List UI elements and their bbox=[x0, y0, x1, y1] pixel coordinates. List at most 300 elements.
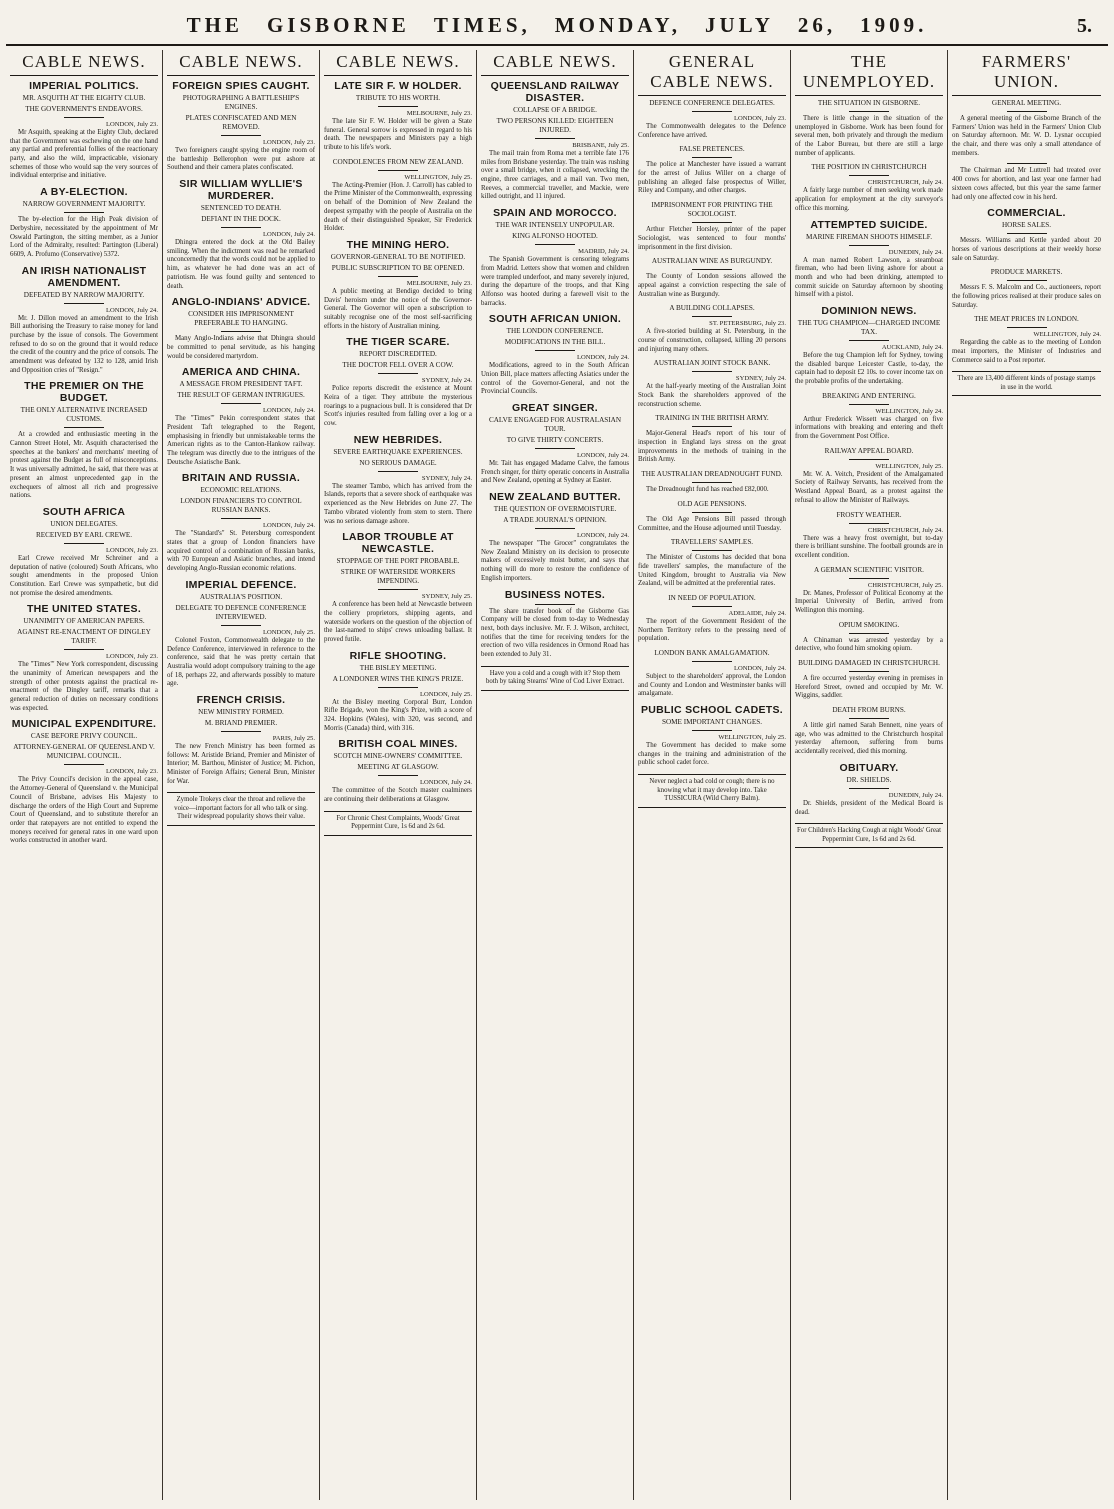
story-subheading: THE TUG CHAMPION—CHARGED INCOME TAX. bbox=[797, 318, 941, 336]
story-headline: SPAIN AND MOROCCO. bbox=[493, 207, 617, 220]
story-headline: LATE SIR F. W HOLDER. bbox=[334, 80, 462, 92]
story-headline: THE TIGER SCARE. bbox=[346, 336, 450, 349]
story-subheading: THE SITUATION IN GISBORNE. bbox=[817, 99, 921, 107]
masthead-word: THE bbox=[186, 13, 243, 37]
divider-rule bbox=[378, 589, 418, 590]
divider-rule bbox=[221, 731, 261, 732]
story-dateline: WELLINGTON, July 25. bbox=[718, 734, 786, 742]
divider-rule bbox=[221, 518, 261, 519]
masthead-word: 26, bbox=[797, 13, 837, 37]
story-subheading: NARROW GOVERNMENT MAJORITY. bbox=[22, 200, 146, 209]
story-body: Arthur Frederick Wissett was charged on five informations with breaking and entering and theft from the Government Post Office. bbox=[795, 415, 943, 441]
news-story bbox=[952, 315, 1101, 365]
story-body: The "Times'" New York correspondent, discussing the unanimity of American newspapers and the strength of other protests against the practical re-enactment of the Dingley tariff, remarks that a general reduction of duties on necessary conditions was expected. bbox=[10, 661, 158, 712]
newspaper-column bbox=[634, 50, 791, 1500]
story-body: The steamer Tambo, which has arrived from the Islands, reports that a severe shock of earthquake was experienced as the New Hebrides on June 27. The Tambo vibrated violently from stem to stern. There was no serious damage ashore. bbox=[324, 482, 472, 525]
story-headline: QUEENSLAND RAILWAY DISASTER. bbox=[490, 80, 620, 104]
newspaper-column bbox=[320, 50, 477, 1500]
news-story bbox=[638, 500, 786, 533]
divider-rule bbox=[64, 764, 104, 765]
story-subheading: STRIKE OF WATERSIDE WORKERS IMPENDING. bbox=[340, 568, 456, 586]
story-subheading: REPORT DISCREDITED. bbox=[359, 350, 437, 359]
story-subheading: OLD AGE PENSIONS. bbox=[677, 499, 747, 508]
newspaper-column bbox=[163, 50, 320, 1500]
story-dateline: LONDON, July 23. bbox=[105, 546, 158, 554]
story-subheading: FROSTY WEATHER. bbox=[836, 510, 902, 519]
advertisement: There are 13,400 different kinds of postage stamps in use in the world. bbox=[952, 371, 1101, 396]
news-story bbox=[324, 80, 472, 153]
story-subheading: UNION DELEGATES. bbox=[50, 519, 118, 528]
divider-rule bbox=[692, 730, 732, 731]
story-headline: AMERICA AND CHINA. bbox=[181, 366, 301, 379]
masthead bbox=[6, 0, 1108, 46]
story-body: Subject to the shareholders' approval, the London and County and London and Westminster banks will amalgamate. bbox=[638, 673, 786, 698]
story-body: The Commonwealth delegates to the Defence Conference have arrived. bbox=[638, 123, 786, 139]
news-story bbox=[324, 336, 472, 428]
story-subheading: CONDOLENCES FROM NEW ZEALAND. bbox=[332, 157, 464, 166]
news-story bbox=[324, 531, 472, 644]
story-dateline: LONDON, July 23. bbox=[733, 115, 786, 122]
news-story bbox=[795, 99, 943, 158]
news-story bbox=[324, 158, 472, 234]
news-story bbox=[638, 99, 786, 140]
news-story bbox=[481, 402, 629, 486]
story-subheading: GOVERNOR-GENERAL TO BE NOTIFIED. bbox=[330, 252, 466, 261]
news-story bbox=[167, 366, 315, 467]
divider-rule bbox=[849, 245, 889, 246]
divider-rule bbox=[64, 303, 104, 304]
story-body: The Acting-Premier (Hon. J. Carroll) has cabled to the Prime Minister of the Commonwealth, expressing on behalf of the Dominion of New Zealand the deepest sympathy with the people of Australia on the death of their distinguished Speaker, Sir Frederick Holder. bbox=[324, 181, 472, 233]
divider-rule bbox=[378, 276, 418, 277]
story-headline: THE MINING HERO. bbox=[346, 238, 450, 251]
story-subheading: MARINE FIREMAN SHOOTS HIMSELF. bbox=[805, 232, 932, 241]
story-body: The Government has decided to make some changes in the training and administration of the public school cadet force. bbox=[638, 742, 786, 767]
story-headline: IMPERIAL POLITICS. bbox=[29, 80, 139, 92]
story-subheading: STOPPAGE OF THE PORT PROBABLE. bbox=[336, 557, 460, 566]
story-subheading: A GERMAN SCIENTIFIC VISITOR. bbox=[814, 565, 924, 574]
story-subheading: LONDON FINANCIERS TO CONTROL RUSSIAN BANKS. bbox=[180, 497, 302, 515]
story-subheading: A LONDONER WINS THE KING'S PRIZE. bbox=[332, 674, 464, 683]
news-story bbox=[324, 434, 472, 526]
news-story bbox=[481, 491, 629, 583]
story-subheading: AUSTRALIAN WINE AS BURGUNDY. bbox=[651, 257, 773, 266]
news-story bbox=[795, 566, 943, 616]
story-subheading: THE AUSTRALIAN DREADNOUGHT FUND. bbox=[641, 470, 783, 479]
divider-rule bbox=[378, 170, 418, 171]
news-story bbox=[952, 163, 1101, 202]
news-story bbox=[638, 594, 786, 644]
story-subheading: RAILWAY APPEAL BOARD. bbox=[824, 446, 914, 455]
story-subheading: LONDON BANK AMALGAMATION. bbox=[654, 649, 770, 657]
story-body: The "Standard's" St. Petersburg correspondent states that a group of London financiers have acquired control of a combination of Russian banks, with 70 European and Asiatic branches, and intend developing Anglo-Russian economic relations. bbox=[167, 530, 315, 573]
divider-rule bbox=[692, 371, 732, 372]
story-body: The report of the Government Resident of the Northern Territory refers to the pressing need of population. bbox=[638, 617, 786, 643]
story-subheading: THE LONDON CONFERENCE. bbox=[506, 327, 604, 336]
advertisement: Zymole Trokeys clear the throat and relieve the voice—important factors for all who talk or sing. Their widespread popularity shows their value. bbox=[167, 792, 315, 825]
masthead-title bbox=[175, 13, 940, 44]
divider-rule bbox=[378, 775, 418, 776]
story-subheading: DEFENCE CONFERENCE DELEGATES. bbox=[649, 99, 775, 107]
news-story bbox=[167, 296, 315, 361]
story-body: A little girl named Sarah Bennett, nine years of age, who was admitted to the Christchurch hospital yesterday afternoon, suffering from burns accidentally received, died this morning. bbox=[795, 722, 943, 756]
story-subheading: M. BRIAND PREMIER. bbox=[204, 718, 278, 727]
masthead-word: TIMES, bbox=[433, 13, 531, 37]
story-subheading: IN NEED OF POPULATION. bbox=[668, 593, 756, 602]
story-body: The share transfer book of the Gisborne Gas Company will be closed from to-day to Wednesday next, both days inclusive. Mr. F. J. Wilson, architect, notifies that the time for receiving tenders for the erection of two villa residences in Ormond Road has been extended to July 31. bbox=[481, 607, 629, 658]
news-story bbox=[167, 472, 315, 573]
story-dateline: LONDON, July 25. bbox=[262, 628, 315, 636]
story-body: At the half-yearly meeting of the Australian Joint Stock Bank the shareholders approved of the reconstruction scheme. bbox=[638, 383, 786, 408]
news-story bbox=[167, 579, 315, 689]
story-body: Messrs F. S. Malcolm and Co., auctioneers, report the following prices realised at their produce sales on Saturday. bbox=[952, 284, 1101, 309]
story-subheading: TWO PERSONS KILLED: EIGHTEEN INJURED. bbox=[496, 117, 614, 134]
story-body: The late Sir F. W. Holder will be given a State funeral. General sorrow is expressed in regard to his death. The newspapers and Ministers pay a high tribute to his life's work. bbox=[324, 118, 472, 152]
divider-rule bbox=[378, 106, 418, 107]
news-story bbox=[10, 380, 158, 501]
story-body: Arthur Fletcher Horsley, printer of the paper Sociologist, was sentenced to four months' imprisonment in the first division. bbox=[638, 226, 786, 251]
story-body: Colonel Foxton, Commonwealth delegate to the Defence Conference, interviewed in reference to the conference, said that he was pretty certain that Australia would adopt compulsory training to the age of 18, perhaps 22, and afterwards possibly to mature age. bbox=[167, 636, 315, 688]
story-headline: GREAT SINGER. bbox=[512, 402, 598, 414]
story-subheading: THE GOVERNMENT'S ENDEAVORS. bbox=[25, 105, 143, 113]
column-heading: CABLE NEWS. bbox=[10, 50, 158, 76]
news-story bbox=[638, 704, 786, 768]
story-body: Modifications, agreed to in the South African Union Bill, place matters affecting Asiatics under the control of the Governor-General, and not the Provincial Councils. bbox=[481, 362, 629, 396]
story-dateline: LONDON, July 23. bbox=[262, 139, 315, 146]
story-body: Police reports discredit the existence at Mount Keira of a tiger. They attribute the mysterious roarings to a pugnacious bull. It is considered that Dr Scott's injuries resulted from falling over a log or a cow. bbox=[324, 385, 472, 428]
story-headline: A BY-ELECTION. bbox=[40, 186, 128, 199]
story-headline: OBITUARY. bbox=[839, 761, 899, 774]
news-story bbox=[167, 178, 315, 291]
divider-rule bbox=[535, 528, 575, 529]
story-headline: BRITISH COAL MINES. bbox=[338, 738, 458, 751]
masthead-word: JULY bbox=[704, 13, 774, 37]
story-subheading: IMPRISONMENT FOR PRINTING THE SOCIOLOGIST. bbox=[651, 201, 773, 219]
story-subheading: THE POSITION IN CHRISTCHURCH bbox=[811, 163, 927, 172]
story-subheading: PUBLIC SUBSCRIPTION TO BE OPENED. bbox=[331, 263, 465, 272]
news-story bbox=[10, 80, 158, 181]
story-subheading: RECEIVED BY EARL CREWE. bbox=[35, 530, 133, 539]
story-dateline: AUCKLAND, July 24. bbox=[881, 343, 943, 351]
story-headline: SOUTH AFRICA bbox=[42, 505, 126, 518]
divider-rule bbox=[221, 227, 261, 228]
story-subheading: PHOTOGRAPHING A BATTLESHIP'S ENGINES. bbox=[182, 94, 300, 111]
divider-rule bbox=[692, 606, 732, 607]
newspaper-column bbox=[791, 50, 948, 1500]
story-headline: THE PREMIER ON THE BUDGET. bbox=[24, 380, 144, 405]
divider-rule bbox=[692, 222, 732, 223]
story-subheading: MODIFICATIONS IN THE BILL. bbox=[504, 338, 606, 347]
divider-rule bbox=[692, 269, 732, 270]
divider-rule bbox=[378, 687, 418, 688]
story-headline: SIR WILLIAM WYLLIE'S MURDERER. bbox=[179, 178, 303, 203]
news-story bbox=[638, 414, 786, 465]
divider-rule bbox=[378, 471, 418, 472]
divider-rule bbox=[849, 523, 889, 524]
story-body: There was a heavy frost overnight, but to-day there is brilliant sunshine. The football grounds are in excellent condition. bbox=[795, 534, 943, 559]
story-subheading: CASE BEFORE PRIVY COUNCIL. bbox=[30, 732, 138, 741]
story-body: The mail train from Roma met a terrible fate 176 miles from Brisbane yesterday. The train was rushing over a small bridge, when it collapsed, wrecking the engine, three carriages, and a mail van. Two men, Reeves, a commercial traveller, and Mackie, were killed outright, and 11 injured. bbox=[481, 150, 629, 201]
story-subheading: NO SERIOUS DAMAGE. bbox=[359, 458, 437, 467]
story-dateline: LONDON, July 25. bbox=[419, 690, 472, 698]
story-subheading: TO GIVE THIRTY CONCERTS. bbox=[506, 436, 604, 444]
story-body: A general meeting of the Gisborne Branch of the Farmers' Union was held in the Farmers' Union Club on Saturday afternoon. Mr. W. D. Lysnar occupied the chair, and there was only a small attendance of members. bbox=[952, 115, 1101, 157]
story-dateline: LONDON, July 23. bbox=[105, 121, 158, 128]
divider-rule bbox=[692, 482, 732, 483]
story-body: A five-storied building at St. Petersburg, in the course of construction, collapsed, killing 20 persons and injuring many others. bbox=[638, 328, 786, 353]
story-subheading: THE DOCTOR FELL OVER A COW. bbox=[342, 361, 454, 370]
news-story bbox=[481, 589, 629, 660]
story-subheading: THE MEAT PRICES IN LONDON. bbox=[974, 315, 1079, 324]
story-dateline: LONDON, July 23. bbox=[105, 653, 158, 661]
divider-rule bbox=[1007, 233, 1047, 234]
story-body: The Privy Council's decision in the appeal case, the Attorney-General of Queensland v. the Municipal Council of Brisbane, advises His Majesty to discharge the orders of the High Court and Supreme Court of Queensland, and to substitute therefor an order that ratepayers are not entitled to expend the moneys received for general rates in one ward upon works constructed in another ward. bbox=[10, 776, 158, 845]
divider-rule bbox=[535, 244, 575, 245]
news-story bbox=[10, 718, 158, 846]
story-body: Mr. Tait has engaged Madame Calve, the famous French singer, for thirty operatic concerts in Australia and New Zealand, opening at Sydney at Easter. bbox=[481, 460, 629, 485]
story-subheading: DR. SHIELDS. bbox=[846, 775, 892, 784]
story-headline: IMPERIAL DEFENCE. bbox=[185, 578, 297, 591]
divider-rule bbox=[535, 604, 575, 605]
story-subheading: COLLAPSE OF A BRIDGE. bbox=[513, 106, 597, 114]
story-body: Many Anglo-Indians advise that Dhingra should be committed to penal servitude, as his hanging would be considered martyrdom. bbox=[167, 335, 315, 360]
story-body: A man named Robert Lawson, a steamboat fireman, who had been living ashore for about a month and who had been drinking, attempted to commit suicide on Saturday afternoon by shooting himself with a pistol. bbox=[795, 256, 943, 299]
story-dateline: SYDNEY, July 24. bbox=[421, 377, 472, 385]
story-subheading: NEW MINISTRY FORMED. bbox=[198, 707, 284, 716]
story-subheading: A BUILDING COLLAPSES. bbox=[669, 304, 755, 313]
divider-rule bbox=[692, 111, 732, 112]
news-story bbox=[10, 186, 158, 259]
divider-rule bbox=[221, 331, 261, 332]
story-body: Earl Crewe received Mr Schreiner and a deputation of native (coloured) South Africans, who sought amendments in the proposed Union Constitution. Earl Crewe was sympathetic, but did not promise the desired amendments. bbox=[10, 554, 158, 597]
story-body: Dr. Manes, Professor of Political Economy at the Imperial University of Berlin, arrived from Wellington this morning. bbox=[795, 589, 943, 614]
masthead-word: MONDAY, bbox=[554, 13, 681, 37]
story-dateline: LONDON, July 24. bbox=[262, 231, 315, 239]
news-story bbox=[795, 762, 943, 817]
story-headline: THE UNITED STATES. bbox=[26, 603, 142, 616]
story-body: The by-election for the High Peak division of Derbyshire, necessitated by the appointment of Mr Oswald Partington, the sitting member, as a Junior Lord of the Admiralty, resulted: Partington (Liberal) 6609, A. Profumo (Conservative) 5372. bbox=[10, 216, 158, 258]
story-body: At a crowded and enthusiastic meeting in the Cannon Street Hotel, Mr. Asquith characterised the speeches at the bankers' and merchants' meeting of protest against the Budget as full of misconceptions. It was universally admitted, he said, that there was at present an almost unprecedented gap in the exchequers of almost all rich and progressive nations. bbox=[10, 431, 158, 500]
story-body: A public meeting at Bendigo decided to bring Davis' heroism under the notice of the Governor-General. The Governor will open a subscription to suitably recognise one of the most self-sacrificing efforts in the history of Australian mining. bbox=[324, 287, 472, 330]
story-dateline: BRISBANE, July 25. bbox=[572, 142, 629, 149]
divider-rule bbox=[692, 316, 732, 317]
divider-rule bbox=[1007, 327, 1047, 328]
story-body: There is little change in the situation of the unemployed in Gisborne. Work has been found for several men, both privately and through the medium of the Labor Bureau, but there are still a large number of applicants. bbox=[795, 115, 943, 157]
story-body: Mr. J. Dillon moved an amendment to the Irish Bill authorising the Treasury to raise money for land purchase by the issue of consols. The Government refused to do so on the ground that it would reduce the credit of the country and the price of consols. The amendment was defeated by 132 to 128, amid Irish and Opposition cries of "Resign." bbox=[10, 314, 158, 374]
divider-rule bbox=[849, 633, 889, 634]
story-subheading: SCOTCH MINE-OWNERS' COMMITTEE. bbox=[333, 752, 463, 761]
story-subheading: A MESSAGE FROM PRESIDENT TAFT. bbox=[179, 380, 303, 389]
story-body: Mr. W. A. Veitch, President of the Amalgamated Society of Railway Servants, has received from the Westland Appeal Board, as a protest against the refusal to allow the Minister of Railways. bbox=[795, 470, 943, 504]
column-heading: CABLE NEWS. bbox=[167, 50, 315, 76]
story-subheading: DELEGATE TO DEFENCE CONFERENCE INTERVIEWED. bbox=[175, 603, 307, 621]
story-subheading: AUSTRALIAN JOINT STOCK BANK. bbox=[653, 359, 771, 368]
story-dateline: LONDON, July 24. bbox=[419, 779, 472, 787]
story-dateline: WELLINGTON, July 24. bbox=[1033, 331, 1101, 339]
story-body: The committee of the Scotch master coalminers are continuing their deliberations at Glasgow. bbox=[324, 787, 472, 804]
story-body: The County of London sessions allowed the appeal against a conviction respecting the sale of Australian wine as Burgundy. bbox=[638, 273, 786, 298]
story-dateline: DUNEDIN, July 24. bbox=[888, 248, 943, 256]
news-story bbox=[10, 603, 158, 713]
story-subheading: THE QUESTION OF OVERMOISTURE. bbox=[493, 505, 617, 514]
divider-rule bbox=[849, 175, 889, 176]
story-headline: RIFLE SHOOTING. bbox=[349, 649, 447, 662]
story-dateline: LONDON, July 24. bbox=[733, 665, 786, 672]
story-headline: MUNICIPAL EXPENDITURE. bbox=[11, 718, 157, 731]
news-story bbox=[795, 392, 943, 442]
story-subheading: SOME IMPORTANT CHANGES. bbox=[661, 718, 763, 727]
story-subheading: BREAKING AND ENTERING. bbox=[822, 391, 916, 400]
story-dateline: CHRISTCHURCH, July 24. bbox=[867, 179, 943, 187]
news-story bbox=[638, 359, 786, 409]
story-subheading: TRAINING IN THE BRITISH ARMY. bbox=[655, 414, 769, 423]
column-heading: CABLE NEWS. bbox=[481, 50, 629, 76]
story-subheading: MEETING AT GLASGOW. bbox=[357, 763, 439, 772]
story-headline: BUSINESS NOTES. bbox=[504, 588, 606, 601]
story-headline: PUBLIC SCHOOL CADETS. bbox=[640, 704, 784, 717]
divider-rule bbox=[849, 788, 889, 789]
story-headline: ATTEMPTED SUICIDE. bbox=[810, 218, 928, 231]
story-body: Major-General Head's report of his tour of inspection in England lays stress on the great improvements in the methods of training in the British Army. bbox=[638, 430, 786, 464]
news-story bbox=[481, 207, 629, 308]
story-subheading: PRODUCE MARKETS. bbox=[990, 268, 1063, 277]
news-story bbox=[324, 239, 472, 331]
story-subheading: UNANIMITY OF AMERICAN PAPERS. bbox=[23, 617, 145, 626]
story-body: The "Times'" Pekin correspondent states that President Taft telegraphed to the Regent, emphasising in friendly but unmistakeable terms the American rights as to the Canton-Hankow railway. The telegram was directly due to the intrigues of the Deutsche Asiatische Bank. bbox=[167, 415, 315, 466]
story-dateline: CHRISTCHURCH, July 25. bbox=[867, 581, 943, 589]
story-subheading: MR. ASQUITH AT THE EIGHTY CLUB. bbox=[22, 94, 146, 102]
story-headline: LABOR TROUBLE AT NEWCASTLE. bbox=[342, 531, 454, 556]
story-body: The Minister of Customs has decided that bona fide travellers' samples, the manufacture of the United Kingdom, brought to Australia via New Zealand, will be admitted at the preferential rates. bbox=[638, 554, 786, 588]
divider-rule bbox=[64, 427, 104, 428]
story-dateline: WELLINGTON, July 24. bbox=[875, 407, 943, 415]
story-body: The new French Ministry has been formed as follows: M. Aristide Briand, Premier and Minister of Interior; M. Barthou, Minister of Justice; M. Pichon, Minister of Foreign Affairs; General Brun, Minister for War. bbox=[167, 742, 315, 785]
column-heading: GENERAL CABLE NEWS. bbox=[638, 50, 786, 96]
news-story bbox=[795, 659, 943, 701]
news-story bbox=[324, 738, 472, 804]
story-body: The Chairman and Mr Luttrell had treated over 400 cows for abortion, and last year one farmer had sixteen cows affected, but this year the same farmer had only one affected cow in his herd. bbox=[952, 167, 1101, 201]
divider-rule bbox=[849, 340, 889, 341]
story-dateline: LONDON, July 24. bbox=[576, 354, 629, 362]
story-subheading: THE BISLEY MEETING. bbox=[359, 663, 437, 672]
story-headline: BRITAIN AND RUSSIA. bbox=[181, 472, 301, 485]
divider-rule bbox=[692, 512, 732, 513]
story-subheading: AUSTRALIA'S POSITION. bbox=[199, 592, 283, 601]
story-dateline: SYDNEY, July 24. bbox=[421, 474, 472, 482]
story-subheading: ATTORNEY-GENERAL OF QUEENSLAND V. MUNICIPAL COUNCIL. bbox=[13, 743, 155, 761]
story-body: The Spanish Government is censoring telegrams from Madrid. Letters show that women and children were trampled underfoot, and many severely injured, during the departure of the troops, and that King Alfonso was hooted during a farewell visit to the barracks. bbox=[481, 256, 629, 307]
story-subheading: CALVE ENGAGED FOR AUSTRALASIAN TOUR. bbox=[488, 416, 622, 433]
news-story bbox=[795, 163, 943, 213]
column-heading: CABLE NEWS. bbox=[324, 50, 472, 76]
story-subheading: FALSE PRETENCES. bbox=[679, 145, 745, 154]
story-dateline: SYDNEY, July 25. bbox=[421, 593, 472, 601]
story-subheading: SENTENCED TO DEATH. bbox=[200, 204, 282, 213]
story-dateline: LONDON, July 24. bbox=[576, 532, 629, 540]
news-story bbox=[167, 694, 315, 786]
news-story bbox=[10, 265, 158, 376]
newspaper-column bbox=[477, 50, 634, 1500]
story-body: Dhingra entered the dock at the Old Bailey smiling. When the indictment was read he remarked unconcernedly that the words could not be applied to him, as whatever he had done was an act of patriotism. He was found guilty and sentenced to death. bbox=[167, 239, 315, 290]
divider-rule bbox=[378, 373, 418, 374]
divider-rule bbox=[535, 350, 575, 351]
news-story bbox=[324, 650, 472, 734]
story-dateline: CHRISTCHURCH, July 24. bbox=[867, 526, 943, 534]
news-story bbox=[10, 506, 158, 598]
story-subheading: PLATES CONFISCATED AND MEN REMOVED. bbox=[185, 114, 297, 131]
story-subheading: SEVERE EARTHQUAKE EXPERIENCES. bbox=[333, 447, 463, 456]
story-subheading: TRIBUTE TO HIS WORTH. bbox=[355, 94, 441, 102]
story-headline: ANGLO-INDIANS' ADVICE. bbox=[171, 296, 311, 309]
masthead-word: GISBORNE bbox=[266, 13, 410, 37]
divider-rule bbox=[64, 543, 104, 544]
story-body: Before the tug Champion left for Sydney, towing the disabled barque Leicester Castle, to-day, the captain had to deposit £2 10s. to cover income tax on the probable profits of the undertaking. bbox=[795, 351, 943, 385]
story-subheading: A TRADE JOURNAL'S OPINION. bbox=[503, 516, 607, 525]
story-body: The Old Age Pensions Bill passed through Committee, and the House adjourned until Tuesday. bbox=[638, 515, 786, 532]
story-subheading: DEFEATED BY NARROW MAJORITY. bbox=[23, 290, 145, 299]
divider-rule bbox=[849, 718, 889, 719]
divider-rule bbox=[221, 135, 261, 136]
story-body: A Chinaman was arrested yesterday by a detective, who found him smoking opium. bbox=[795, 636, 943, 653]
divider-rule bbox=[849, 459, 889, 460]
column-heading: THE UNEMPLOYED. bbox=[795, 50, 943, 96]
story-body: A fire occurred yesterday evening in premises in Hereford Street, owned and occupied by Mr. W. Wiggins, saddler. bbox=[795, 675, 943, 700]
news-story bbox=[795, 706, 943, 757]
news-story bbox=[795, 447, 943, 506]
story-subheading: KING ALFONSO HOOTED. bbox=[512, 232, 598, 241]
story-headline: NEW ZEALAND BUTTER. bbox=[489, 491, 621, 504]
divider-rule bbox=[849, 671, 889, 672]
story-body: The Dreadnought fund has reached £82,000. bbox=[646, 486, 769, 494]
story-headline: FRENCH CRISIS. bbox=[196, 693, 286, 706]
news-story bbox=[638, 201, 786, 252]
story-headline: COMMERCIAL. bbox=[987, 207, 1066, 220]
story-dateline: LONDON, July 24. bbox=[105, 306, 158, 314]
divider-rule bbox=[692, 661, 732, 662]
news-story bbox=[795, 305, 943, 387]
news-story bbox=[481, 313, 629, 397]
news-story bbox=[638, 470, 786, 495]
divider-rule bbox=[849, 111, 889, 112]
divider-rule bbox=[64, 212, 104, 213]
page-number: 5. bbox=[1077, 15, 1092, 37]
story-body: Two foreigners caught spying the engine room of the battleship Bellerophon were put ashore at Southend and their camera plates confiscated. bbox=[167, 147, 315, 172]
news-story bbox=[795, 219, 943, 300]
story-subheading: BUILDING DAMAGED IN CHRISTCHURCH. bbox=[798, 659, 940, 667]
divider-rule bbox=[692, 550, 732, 551]
story-body: Mr Asquith, speaking at the Eighty Club, declared that the Government was eschewing on the one hand any partial and preferential follies of the reactionary party, and also the wild, impracticable, visionary schemes of those who would sap the very sources of individual enterprise and initiative. bbox=[10, 129, 158, 180]
advertisement: For Children's Hacking Cough at night Woods' Great Peppermint Cure, 1s 6d and 2s 6d. bbox=[795, 823, 943, 848]
divider-rule bbox=[64, 649, 104, 650]
story-subheading: DEATH FROM BURNS. bbox=[832, 706, 906, 715]
divider-rule bbox=[221, 403, 261, 404]
divider-rule bbox=[849, 578, 889, 579]
story-dateline: MADRID, July 24. bbox=[578, 248, 629, 256]
advertisement: Have you a cold and a cough with it? Stop them both by taking Stearns' Wine of Cod Liver Extract. bbox=[481, 666, 629, 691]
newspaper-column bbox=[948, 50, 1105, 1500]
story-headline: DOMINION NEWS. bbox=[821, 304, 917, 317]
story-dateline: MELBOURNE, July 23. bbox=[406, 110, 472, 117]
story-body: A conference has been held at Newcastle between the colliery proprietors, shipping agents, and waterside workers on the question of the objection of the last-named to ships' crews unloading ballast. It proved futile. bbox=[324, 601, 472, 643]
story-dateline: MELBOURNE, July 23. bbox=[406, 279, 472, 287]
story-subheading: THE ONLY ALTERNATIVE INCREASED CUSTOMS. bbox=[20, 406, 148, 424]
story-body: The police at Manchester have issued a warrant for the arrest of Julius Willer on a charge of publishing an alleged false prospectus of Willer, Riley and Company, and other charges. bbox=[638, 161, 786, 195]
news-story bbox=[638, 257, 786, 299]
news-story bbox=[952, 207, 1101, 263]
story-dateline: SYDNEY, July 24. bbox=[735, 375, 786, 383]
news-story bbox=[952, 99, 1101, 158]
divider-rule bbox=[1007, 111, 1047, 112]
story-subheading: HORSE SALES. bbox=[1001, 221, 1052, 230]
